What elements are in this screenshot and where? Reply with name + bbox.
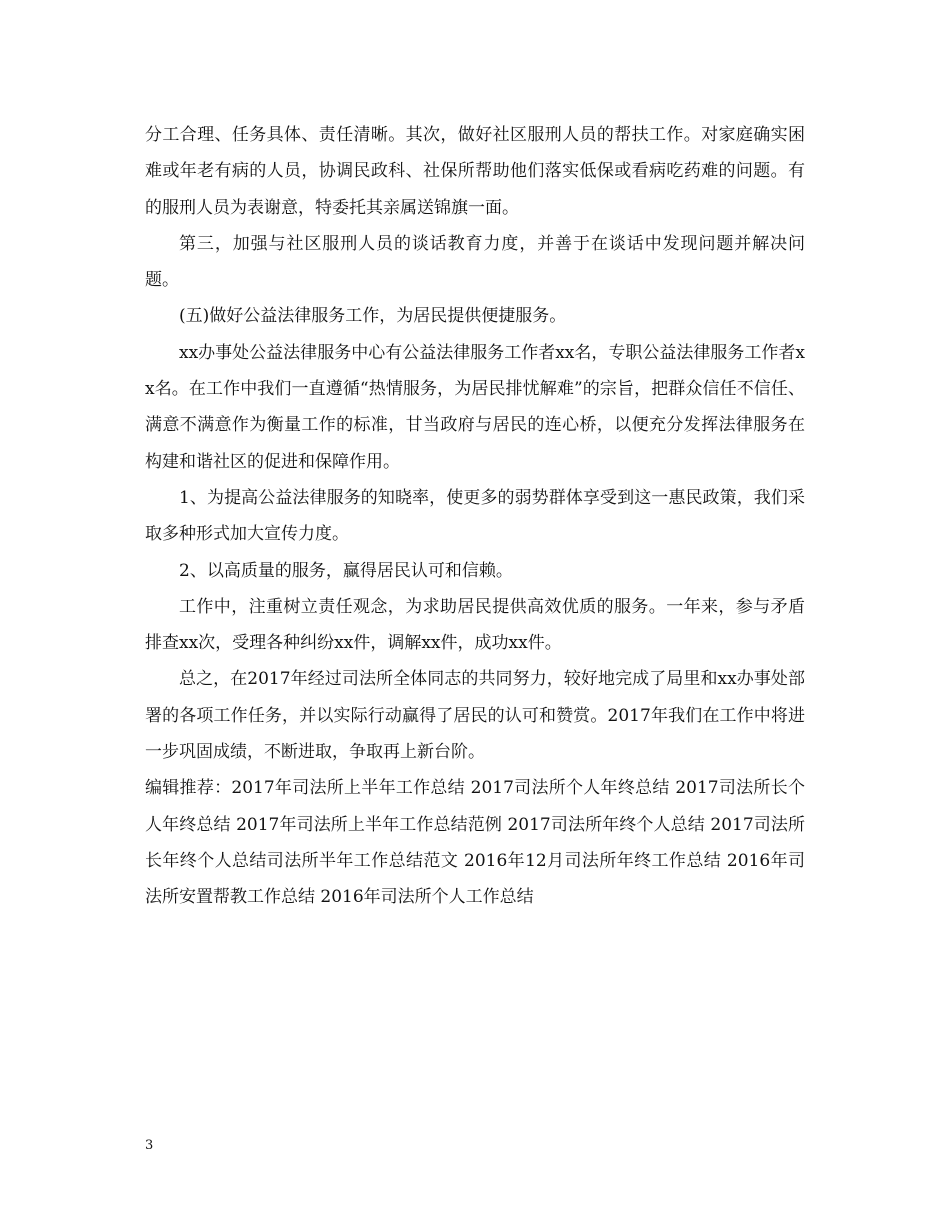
paragraph-7: 工作中，注重树立责任观念，为求助居民提供高效优质的服务。一年来，参与矛盾排查xx次，受理各种纠纷xx件，调解xx件，成功xx件。: [145, 596, 805, 654]
document-body: [145, 117, 805, 916]
paragraph-5: 1、为提高公益法律服务的知晓率，使更多的弱势群体享受到这一惠民政策，我们采取多种形式加大宣传力度。: [145, 487, 805, 545]
paragraph-1: 分工合理、任务具体、责任清晰。其次，做好社区服刑人员的帮扶工作。对家庭确实困难或年老有病的人员，协调民政科、社保所帮助他们落实低保或看病吃药难的问题。有的服刑人员为表谢意，特委托其亲属送锦旗一面。: [145, 125, 805, 218]
paragraph-8: 总之，在2017年经过司法所全体同志的共同努力，较好地完成了局里和xx办事处部署的各项工作任务，并以实际行动赢得了居民的认可和赞赏。2017年我们在工作中将进一步巩固成绩，不断进取，争取再上新台阶。: [145, 669, 805, 763]
paragraph-6: 2、以高质量的服务，赢得居民认可和信赖。: [179, 560, 513, 581]
paragraph-3: (五)做好公益法律服务工作，为居民提供便捷服务。: [179, 306, 567, 327]
paragraph-4: xx办事处公益法律服务中心有公益法律服务工作者xx名，专职公益法律服务工作者xx名。在工作中我们一直遵循“热情服务，为居民排忧解难”的宗旨，把群众信任不信任、满意不满意作为衡量工作的标准，甘当政府与居民的连心桥，以便充分发挥法律服务在构建和谐社区的促进和保障作用。: [145, 342, 805, 472]
editor-recommendations: 编辑推荐：2017年司法所上半年工作总结 2017司法所个人年终总结 2017司法所长个人年终总结 2017年司法所上半年工作总结范例 2017司法所年终个人总结 2017司法所长年终个人总结司法所半年工作总结范文 2016年12月司法所年终工作总结 2016年司法所安置帮教工作总结 2016年司法所个人工作总结: [145, 778, 805, 908]
page-number: 3: [145, 1138, 154, 1153]
paragraph-2: 第三，加强与社区服刑人员的谈话教育力度，并善于在谈话中发现问题并解决问题。: [145, 233, 805, 291]
